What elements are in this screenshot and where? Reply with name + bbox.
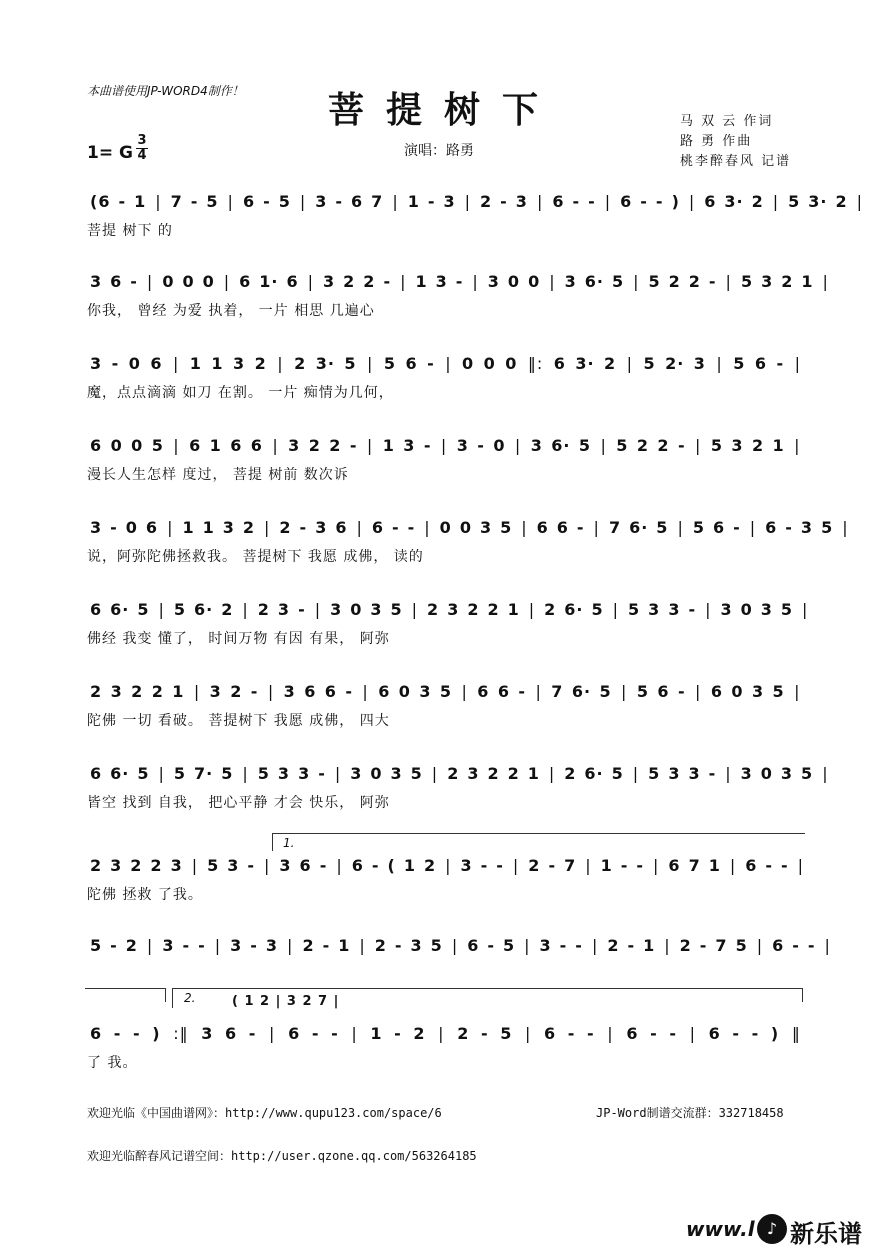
lyrics-line-3: 魔，点点滴滴 如刀 在割。 一片 痴情为几何，: [87, 385, 394, 401]
volta-2-line: [172, 988, 802, 989]
volta-1-end: [165, 988, 166, 1002]
score-system-9: 2 3 2 2 3 | 5 3 - | 3 6 - | 6 - ( 1 2 | 3 - - | 2 - 7 | 1 - - | 6 7 1 | 6 - - |: [90, 855, 805, 875]
lyrics-line-2: 你我， 曾经 为爱 执着， 一片 相思 几遍心: [87, 303, 375, 319]
lyrics-line-4: 漫长人生怎样 度过， 菩提 树前 数次诉: [87, 467, 349, 483]
score-system-2: 3 6 - | 0 0 0 | 6 1· 6 | 3 2 2 - | 1 3 - | 3 0 0 | 3 6· 5 | 5 2 2 - | 5 3 2 1 |: [90, 271, 829, 291]
time-signature: [136, 134, 148, 163]
footer-site-link[interactable]: 欢迎光临《中国曲谱网》：http://www.qupu123.com/space/6: [87, 1106, 442, 1120]
lyrics-line-6: 佛经 我变 懂了， 时间万物 有因 有果， 阿弥: [87, 631, 390, 647]
score-system-4: 6 0 0 5 | 6 1 6 6 | 3 2 2 - | 1 3 - | 3 - 0 | 3 6· 5 | 5 2 2 - | 5 3 2 1 |: [90, 435, 801, 455]
volta-2-bracket: [172, 988, 173, 1008]
volta-1-line: [272, 833, 805, 834]
lyricist-credit: 马 双 云 作词: [680, 114, 774, 129]
volta-1-bracket: [272, 833, 273, 851]
lyrics-line-8: 皆空 找到 自我， 把心平静 才会 快乐， 阿弥: [87, 795, 390, 811]
footer-group: JP-Word制谱交流群：332718458: [596, 1106, 784, 1120]
score-system-10: 5 - 2 | 3 - - | 3 - 3 | 2 - 1 | 2 - 3 5 | 6 - 5 | 3 - - | 2 - 1 | 2 - 7 5 | 6 - - |: [90, 935, 831, 955]
score-system-1: (6 - 1 | 7 - 5 | 6 - 5 | 3 - 6 7 | 1 - 3 | 2 - 3 | 6 - - | 6 - - ) | 6 3· 2 | 5 3· 2 |: [90, 191, 864, 211]
volta-1-label: 1.: [283, 836, 295, 850]
footer-space-link[interactable]: 欢迎光临醉春风记谱空间：http://user.qzone.qq.com/563264185: [87, 1149, 477, 1163]
meter-bottom: 4: [137, 148, 147, 163]
lyrics-line-5: 说，阿弥陀佛拯救我。 菩提树下 我愿 成佛， 读的: [87, 549, 424, 565]
score-system-7: 2 3 2 2 1 | 3 2 - | 3 6 6 - | 6 0 3 5 | 6 6 - | 7 6· 5 | 5 6 - | 6 0 3 5 |: [90, 681, 801, 701]
meter-top: 3: [137, 133, 147, 148]
score-system-6: 6 6· 5 | 5 6· 2 | 2 3 - | 3 0 3 5 | 2 3 2 2 1 | 2 6· 5 | 5 3 3 - | 3 0 3 5 |: [90, 599, 809, 619]
key-signature: 1= G: [87, 143, 133, 163]
score-system-11: 6 - - ) :‖ 3 6 - | 6 - - | 1 - 2 | 2 - 5 | 6 - - | 6 - - | 6 - - ) ‖: [90, 1023, 801, 1043]
watermark-brand: 新乐谱: [790, 1220, 862, 1248]
lyrics-line-1: 菩提 树下 的: [87, 223, 173, 239]
page-title: 菩提树下: [327, 89, 560, 131]
watermark-logo-icon: ♪: [757, 1214, 787, 1244]
volta-2-label: 2.: [184, 991, 196, 1005]
watermark-url: www.l: [686, 1217, 755, 1241]
volta-1-continuation: [85, 988, 165, 989]
lyrics-line-11: 了 我。: [87, 1055, 138, 1071]
volta-2-end: [802, 988, 803, 1002]
singer-credit: 演唱：路勇: [404, 143, 474, 159]
score-system-5: 3 - 0 6 | 1 1 3 2 | 2 - 3 6 | 6 - - | 0 0 3 5 | 6 6 - | 7 6· 5 | 5 6 - | 6 - 3 5 |: [90, 517, 849, 537]
lyrics-line-7: 陀佛 一切 看破。 菩提树下 我愿 成佛， 四大: [87, 713, 390, 729]
made-with-note: 本曲谱使用JP-WORD4制作！: [87, 84, 244, 98]
lyrics-line-9: 陀佛 拯救 了我。: [87, 887, 203, 903]
cue-notes: ( 1 2 | 3 2 7 |: [232, 994, 340, 1009]
transcriber-credit: 桃李醉春风 记谱: [680, 154, 792, 169]
score-system-3: 3 - 0 6 | 1 1 3 2 | 2 3· 5 | 5 6 - | 0 0 0 ‖: 6 3· 2 | 5 2· 3 | 5 6 - |: [90, 353, 801, 373]
score-system-8: 6 6· 5 | 5 7· 5 | 5 3 3 - | 3 0 3 5 | 2 3 2 2 1 | 2 6· 5 | 5 3 3 - | 3 0 3 5 |: [90, 763, 829, 783]
composer-credit: 路 勇 作曲: [680, 134, 753, 149]
